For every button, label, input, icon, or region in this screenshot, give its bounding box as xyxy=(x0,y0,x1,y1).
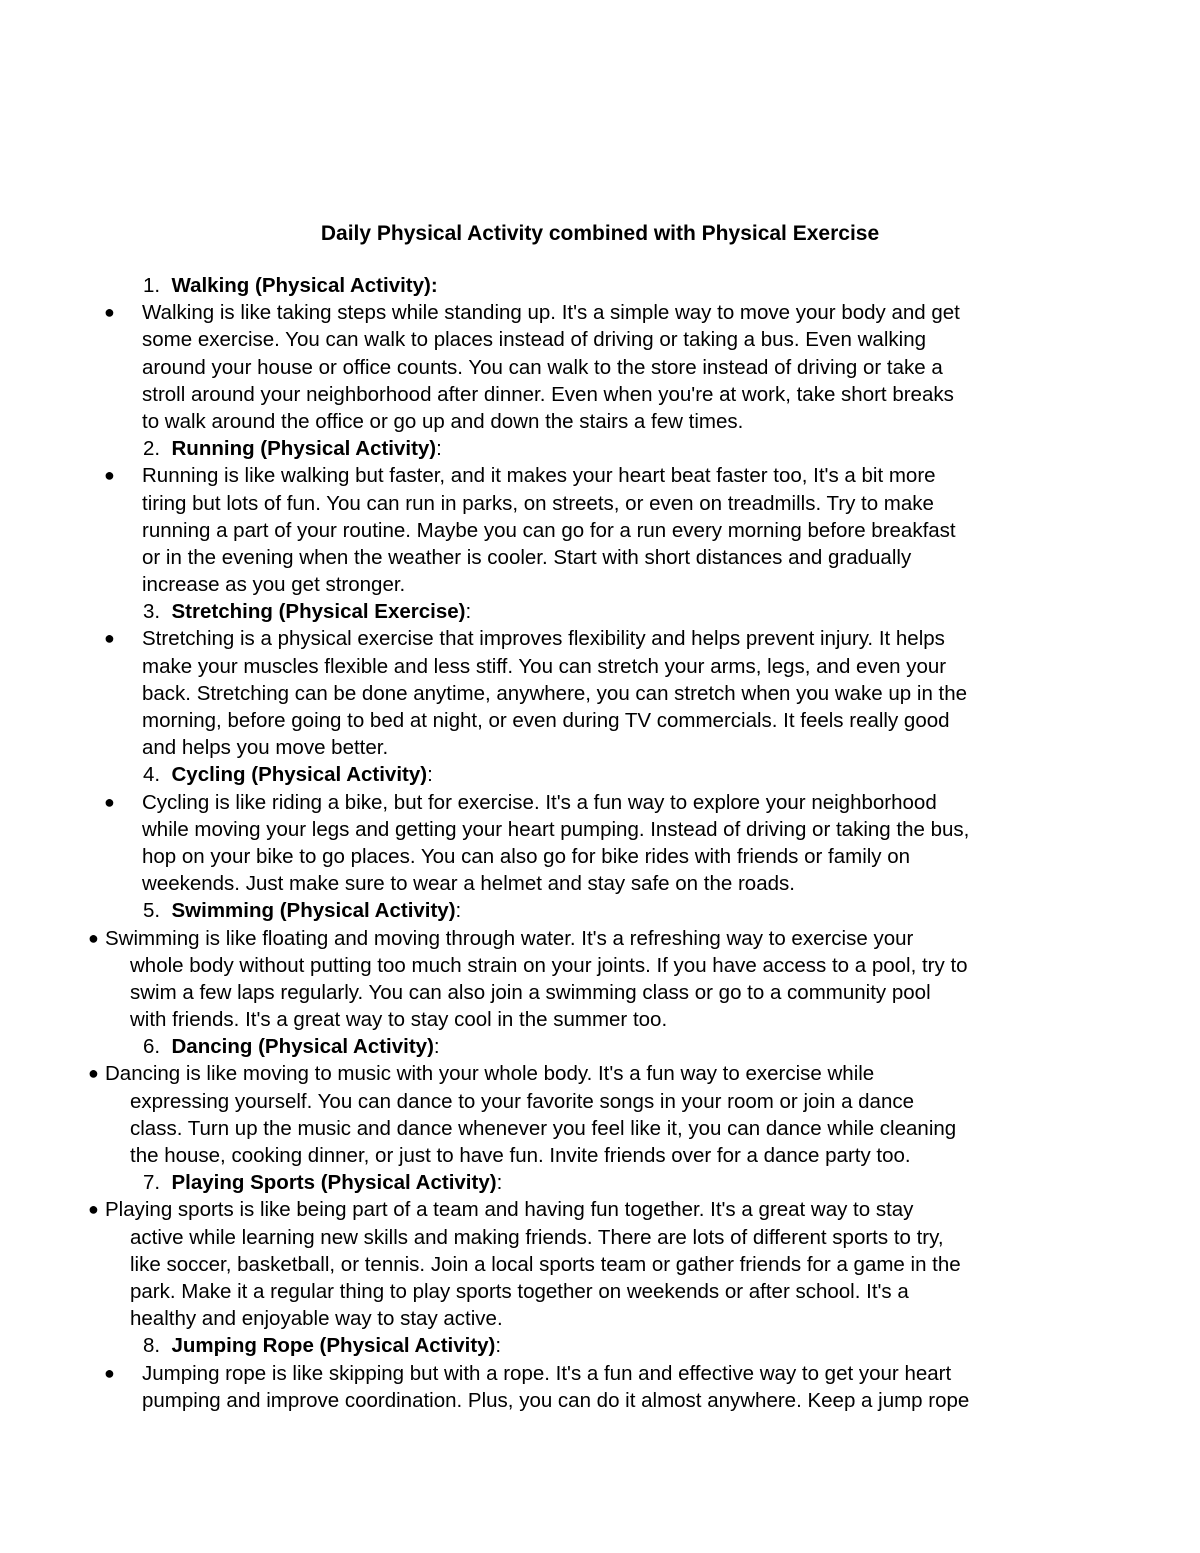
section-number: 3. xyxy=(143,600,172,624)
paragraph-text: the house, cooking dinner, or just to have fun. Invite friends over for a dance party too. xyxy=(130,1144,911,1167)
section-title-suffix: : xyxy=(427,763,433,787)
paragraph-text: some exercise. You can walk to places instead of driving or taking a bus. Even walking xyxy=(142,328,926,352)
paragraph-text: morning, before going to bed at night, or even during TV commercials. It feels really good xyxy=(142,709,950,732)
bullet-paragraph-line xyxy=(0,1142,1200,1169)
bullet-paragraph-first-line xyxy=(0,1060,1200,1087)
bullet-paragraph-line xyxy=(0,707,1200,734)
section-number: 6. xyxy=(143,1035,172,1059)
bullet-icon: ● xyxy=(88,927,99,948)
paragraph-text: healthy and enjoyable way to stay active. xyxy=(130,1307,503,1331)
bullet-paragraph-line xyxy=(0,571,1200,598)
bullet-paragraph-line xyxy=(0,1088,1200,1115)
section-title-suffix: : xyxy=(433,1035,440,1059)
paragraph-text: Stretching is a physical exercise that improves flexibility and helps prevent injury. It helps xyxy=(142,627,945,651)
bullet-paragraph-first-line xyxy=(0,462,1200,489)
paragraph-text: Jumping rope is like skipping but with a rope. It's a fun and effective way to get your heart xyxy=(142,1361,952,1385)
bullet-paragraph-line xyxy=(0,517,1200,544)
paragraph-text: tiring but lots of fun. You can run in parks, on streets, or even on treadmills. Try to make xyxy=(142,491,934,515)
bullet-paragraph-line xyxy=(0,1387,1200,1414)
section-number: 8. xyxy=(143,1334,172,1358)
paragraph-text: to walk around the office or go up and down the stairs a few times. xyxy=(142,409,744,433)
bullet-paragraph-first-line xyxy=(0,625,1200,652)
section-title: Swimming (Physical Activity) xyxy=(171,899,456,923)
paragraph-text: back. Stretching can be done anytime, anywhere, you can stretch when you wake up in the xyxy=(142,681,968,705)
bullet-paragraph-line xyxy=(0,843,1200,870)
paragraph-text: running a part of your routine. Maybe you can go for a run every morning before breakfast xyxy=(142,518,956,542)
bullet-icon: ● xyxy=(104,465,115,486)
bullet-paragraph-line xyxy=(0,381,1200,408)
section-heading xyxy=(0,1332,1200,1359)
paragraph-text: Cycling is like riding a bike, but for exercise. It's a fun way to explore your neighborhood xyxy=(142,790,937,814)
section-title: Playing Sports (Physical Activity) xyxy=(171,1171,497,1195)
section-number: 2. xyxy=(143,437,172,461)
section-title: Cycling (Physical Activity) xyxy=(171,763,428,787)
paragraph-text: active while learning new skills and making friends. There are lots of different sports to try, xyxy=(130,1225,944,1249)
paragraph-text: while moving your legs and getting your heart pumping. Instead of driving or taking the bus, xyxy=(142,817,970,841)
section-title: Stretching (Physical Exercise) xyxy=(171,600,466,624)
section-heading xyxy=(0,272,1200,299)
section-heading xyxy=(0,761,1200,788)
paragraph-text: expressing yourself. You can dance to your favorite songs in your room or join a dance xyxy=(130,1089,915,1113)
section-heading xyxy=(0,1033,1200,1060)
bullet-paragraph-first-line xyxy=(0,925,1200,952)
paragraph-text: weekends. Just make sure to wear a helmet and stay safe on the roads. xyxy=(142,872,795,896)
paragraph-text: whole body without putting too much strain on your joints. If you have access to a pool, try to xyxy=(130,953,968,977)
section-title: Dancing (Physical Activity) xyxy=(171,1035,434,1059)
section-number-heading xyxy=(143,435,442,462)
section-number-heading xyxy=(143,598,471,625)
bullet-paragraph-line xyxy=(0,680,1200,707)
paragraph-text: class. Turn up the music and dance whenever you feel like it, you can dance while cleaning xyxy=(130,1116,957,1140)
section-number: 5. xyxy=(143,899,172,923)
bullet-paragraph-line xyxy=(0,1278,1200,1305)
section-number-heading xyxy=(143,272,438,299)
bullet-paragraph-line xyxy=(0,1251,1200,1278)
paragraph-text: Dancing is like moving to music with your whole body. It's a fun way to exercise while xyxy=(105,1062,875,1086)
section-title: Walking (Physical Activity): xyxy=(171,274,438,297)
section-number-heading xyxy=(143,897,461,924)
bullet-paragraph-line xyxy=(0,816,1200,843)
bullet-icon: ● xyxy=(104,302,115,323)
paragraph-text: Running is like walking but faster, and it makes your heart beat faster too, It's a bit more xyxy=(142,464,936,488)
paragraph-text: and helps you move better. xyxy=(142,736,389,760)
document-body xyxy=(0,272,1200,1414)
section-title-suffix: : xyxy=(436,437,442,461)
paragraph-text: park. Make it a regular thing to play sports together on weekends or after school. It's a xyxy=(130,1279,909,1303)
section-title-suffix: : xyxy=(455,899,462,923)
section-heading xyxy=(0,897,1200,924)
paragraph-text: Walking is like taking steps while standing up. It's a simple way to move your body and get xyxy=(142,301,960,325)
section-number: 7. xyxy=(143,1171,172,1195)
document-title: Daily Physical Activity combined with Physical Exercise xyxy=(320,222,880,245)
section-number-heading xyxy=(143,1033,440,1060)
bullet-paragraph-line xyxy=(0,326,1200,353)
bullet-paragraph-line xyxy=(0,1115,1200,1142)
bullet-paragraph-line xyxy=(0,734,1200,761)
bullet-paragraph-line xyxy=(0,1006,1200,1033)
paragraph-text: like soccer, basketball, or tennis. Join a local sports team or gather friends for a game in the xyxy=(130,1252,961,1276)
paragraph-text: with friends. It's a great way to stay cool in the summer too. xyxy=(130,1008,668,1032)
paragraph-text: Swimming is like floating and moving through water. It's a refreshing way to exercise your xyxy=(105,926,914,950)
paragraph-text: around your house or office counts. You can walk to the store instead of driving or take a xyxy=(142,355,943,379)
section-number: 1. xyxy=(143,274,172,297)
section-number-heading xyxy=(143,1169,502,1196)
section-heading xyxy=(0,598,1200,625)
section-title-suffix: : xyxy=(495,1334,502,1358)
section-number-heading xyxy=(143,761,433,788)
section-title-suffix: : xyxy=(465,600,472,624)
paragraph-text: hop on your bike to go places. You can also go for bike rides with friends or family on xyxy=(142,844,911,868)
bullet-icon: ● xyxy=(104,1362,115,1383)
bullet-paragraph-first-line xyxy=(0,1196,1200,1223)
bullet-icon: ● xyxy=(88,1063,99,1084)
section-title-suffix: : xyxy=(496,1171,503,1195)
bullet-paragraph-line xyxy=(0,1224,1200,1251)
bullet-paragraph-line xyxy=(0,544,1200,571)
paragraph-text: make your muscles flexible and less stiff. You can stretch your arms, legs, and even your xyxy=(142,654,947,678)
bullet-paragraph-line xyxy=(0,979,1200,1006)
section-number: 4. xyxy=(143,763,172,787)
section-heading xyxy=(0,1169,1200,1196)
bullet-paragraph-line xyxy=(0,870,1200,897)
bullet-paragraph-first-line xyxy=(0,299,1200,326)
bullet-paragraph-line xyxy=(0,490,1200,517)
bullet-paragraph-line xyxy=(0,653,1200,680)
paragraph-text: or in the evening when the weather is cooler. Start with short distances and gradually xyxy=(142,545,912,569)
bullet-paragraph-first-line xyxy=(0,1360,1200,1387)
paragraph-text: increase as you get stronger. xyxy=(142,573,406,597)
paragraph-text: swim a few laps regularly. You can also join a swimming class or go to a community pool xyxy=(130,980,931,1004)
paragraph-text: Playing sports is like being part of a team and having fun together. It's a great way to stay xyxy=(105,1198,914,1222)
bullet-paragraph-first-line xyxy=(0,789,1200,816)
bullet-paragraph-line xyxy=(0,1305,1200,1332)
paragraph-text: pumping and improve coordination. Plus, you can do it almost anywhere. Keep a jump rope xyxy=(142,1388,970,1412)
bullet-icon: ● xyxy=(104,791,115,812)
section-heading xyxy=(0,435,1200,462)
bullet-paragraph-line xyxy=(0,952,1200,979)
bullet-icon: ● xyxy=(88,1199,99,1220)
section-number-heading xyxy=(143,1332,501,1359)
section-title: Jumping Rope (Physical Activity) xyxy=(171,1334,496,1358)
bullet-icon: ● xyxy=(104,628,115,649)
bullet-paragraph-line xyxy=(0,408,1200,435)
paragraph-text: stroll around your neighborhood after dinner. Even when you're at work, take short breaks xyxy=(142,382,954,406)
section-title: Running (Physical Activity) xyxy=(171,437,437,461)
bullet-paragraph-line xyxy=(0,354,1200,381)
